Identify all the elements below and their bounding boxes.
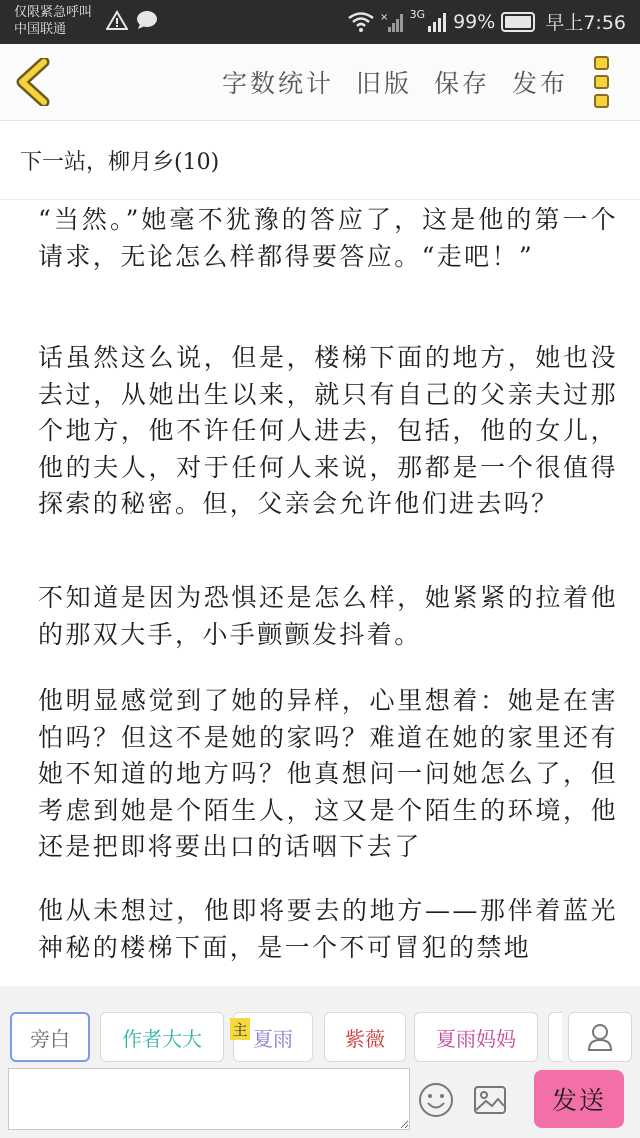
paragraph: 他从未想过，他即将要去的地方——那伴着蓝光神秘的楼梯下面，是一个不可冒犯的禁地 bbox=[38, 896, 618, 962]
role-ziwei[interactable]: 紫薇 bbox=[324, 1012, 406, 1062]
clock: 早上7:56 bbox=[545, 12, 626, 34]
smiley-icon bbox=[418, 1082, 454, 1118]
chevron-left-icon bbox=[14, 58, 54, 106]
story-content[interactable] bbox=[0, 200, 640, 986]
old-version-button[interactable]: 旧版 bbox=[356, 69, 413, 98]
wifi-icon bbox=[348, 12, 374, 32]
battery-percent: 99% bbox=[453, 10, 496, 33]
back-button[interactable] bbox=[14, 58, 54, 106]
warning-icon bbox=[106, 10, 128, 30]
notification-icons bbox=[106, 10, 158, 30]
save-button[interactable]: 保存 bbox=[434, 69, 491, 98]
signal-icon bbox=[427, 11, 447, 33]
more-menu-button[interactable] bbox=[594, 56, 614, 108]
emoji-button[interactable] bbox=[418, 1082, 454, 1118]
picture-icon bbox=[472, 1082, 508, 1118]
toolbar-actions bbox=[222, 64, 568, 100]
more-dot-icon bbox=[594, 94, 609, 108]
status-right bbox=[348, 8, 626, 35]
editor-toolbar bbox=[0, 44, 640, 121]
role-xiayu[interactable]: 夏雨 bbox=[233, 1012, 313, 1062]
person-icon bbox=[587, 1023, 613, 1051]
status-bar bbox=[0, 0, 640, 44]
message-icon bbox=[136, 10, 158, 30]
input-bar bbox=[0, 1064, 640, 1138]
more-dot-icon bbox=[594, 75, 609, 89]
paragraph: 话虽然这么说，但是，楼梯下面的地方，她也没去过，从她出生以来，就只有自己的父亲夫过那个地方，他不许任何人进去，包括，他的女儿，他的夫人，对于任何人来说，那都是一个很值得探索的秘密。但，父亲会允许他们进去吗？ bbox=[38, 343, 618, 518]
image-button[interactable] bbox=[472, 1082, 508, 1118]
carrier-line-1: 仅限紧急呼叫 bbox=[14, 5, 93, 20]
word-count-button[interactable]: 字数统计 bbox=[222, 69, 335, 98]
role-selector-bar bbox=[0, 986, 640, 1064]
paragraph: “当然。”她毫不犹豫的答应了，这是他的第一个请求，无论怎么样都得要答应。“走吧！” bbox=[38, 205, 618, 271]
battery-icon bbox=[501, 12, 535, 32]
role-author[interactable]: 作者大大 bbox=[100, 1012, 224, 1062]
battery-level bbox=[505, 16, 531, 28]
paragraph: 他明显感觉到了她的异样，心里想着：她是在害怕吗？但这不是她的家吗？难道在她的家里还有她不知道的地方吗？他真想问一问她怎么了，但考虑到她是个陌生人，这又是个陌生的环境，他还是把即将要出口的话咽下去了 bbox=[38, 686, 618, 861]
svg-text:×: × bbox=[379, 11, 388, 23]
main-role-badge: 主 bbox=[230, 1018, 250, 1040]
chapter-title[interactable]: 下一站，柳月乡(10) bbox=[0, 121, 640, 200]
message-input[interactable] bbox=[8, 1068, 410, 1130]
carrier-info bbox=[14, 4, 92, 38]
more-dot-icon bbox=[594, 56, 609, 70]
add-role-button[interactable] bbox=[568, 1012, 632, 1062]
paragraph: 不知道是因为恐惧还是怎么样，她紧紧的拉着他的那双大手，小手颤颤发抖着。 bbox=[38, 583, 618, 649]
network-type: 3G bbox=[409, 8, 426, 21]
role-partial-chip[interactable] bbox=[548, 1012, 562, 1062]
role-narrator[interactable]: 旁白 bbox=[10, 1012, 90, 1062]
send-button[interactable]: 发送 bbox=[534, 1070, 624, 1128]
publish-button[interactable]: 发布 bbox=[512, 69, 569, 98]
signal-off-icon bbox=[380, 11, 404, 33]
carrier-line-2: 中国联通 bbox=[14, 22, 67, 37]
role-xiayu-mama[interactable]: 夏雨妈妈 bbox=[414, 1012, 538, 1062]
